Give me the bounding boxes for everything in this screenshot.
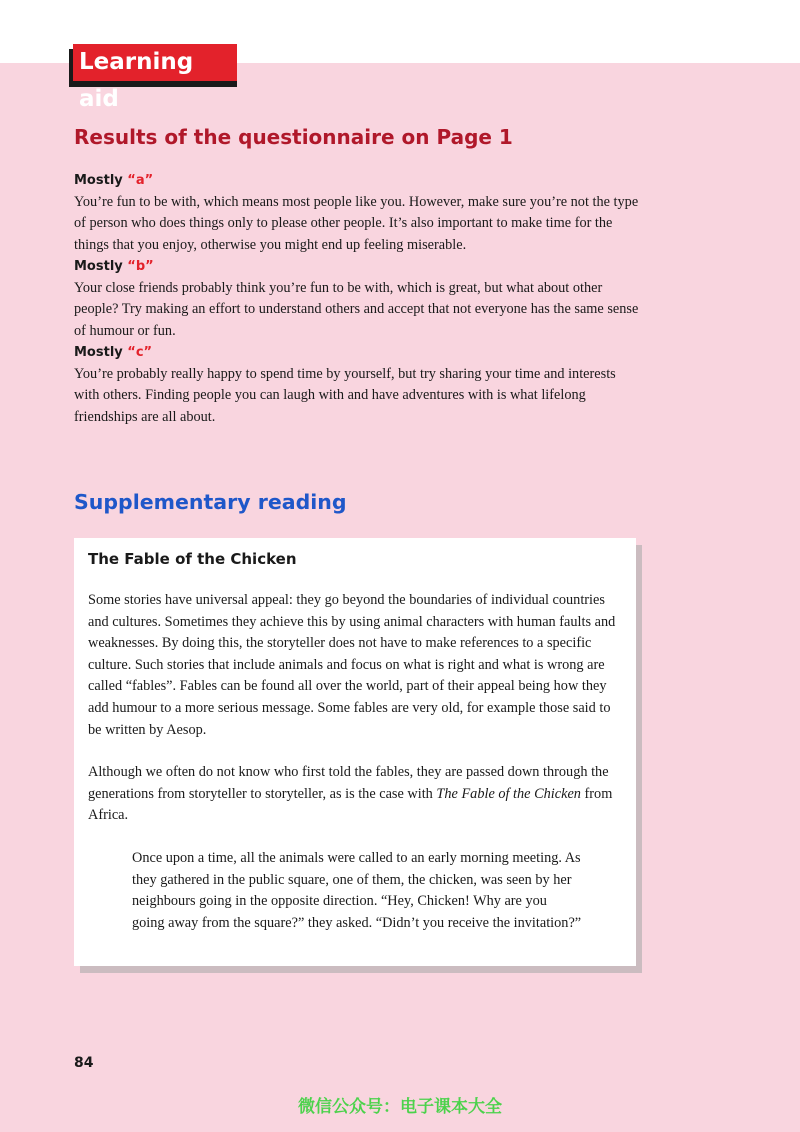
result-item-b — [74, 256, 644, 342]
fable-title: The Fable of the Chicken — [436, 785, 581, 802]
reading-paragraph-1: Some stories have universal appeal: they go beyond the boundaries of individual countries and cultures. Sometimes they achieve this by using animal characters with human faults and weaknesses. By doing this, the storyteller does not have to make references to a specific culture. Such stories that include animals and focus on what is right and what is wrong are called “fables”. Fables can be found all over the world, part of their appeal being how they add humour to a more serious message. Some fables are very old, for example those said to be written by Aesop. — [88, 592, 616, 738]
result-item-c — [74, 342, 644, 428]
reading-title: The Fable of the Chicken — [88, 550, 297, 568]
result-label: Mostly “b” — [74, 259, 154, 274]
result-label: Mostly “c” — [74, 345, 153, 360]
result-label: Mostly “a” — [74, 173, 154, 188]
results-heading: Results of the questionnaire on Page 1 — [74, 125, 513, 149]
result-text: You’re probably really happy to spend time by yourself, but try sharing your time and interests with others. Finding people you can laugh with and have adventures with is what lifelong friendships are all about. — [74, 365, 616, 425]
wechat-watermark: 微信公众号：电子课本大全 — [298, 1097, 502, 1117]
result-option: “a” — [127, 173, 154, 188]
supplementary-heading: Supplementary reading — [74, 490, 347, 514]
fable-excerpt: Once upon a time, all the animals were called to an early morning meeting. As they gathered in the public square, one of them, the chicken, was seen by her neighbours going in the opposite direction. “Hey, Chicken! Why are you going away from the square?” they asked. “Didn’t you receive the invitation?” — [132, 849, 582, 931]
result-option: “c” — [127, 345, 153, 360]
result-option: “b” — [127, 259, 154, 274]
reading-box — [74, 538, 636, 966]
result-text: Your close friends probably think you’re fun to be with, which is great, but what about other people? Try making an effort to understand others and accept that not everyone has the same sense of humour or fun. — [74, 279, 639, 339]
section-tag: Learning aid — [73, 44, 237, 81]
results-list — [74, 170, 644, 428]
result-text: You’re fun to be with, which means most people like you. However, make sure you’re not the type of person who does things only to please other people. It’s also important to make time for the things that you enjoy, otherwise you might end up feeling miserable. — [74, 193, 639, 253]
page-number: 84 — [74, 1055, 94, 1071]
reading-paragraph-2: Although we often do not know who first told the fables, they are passed down through the generations from storyteller to storyteller, as is the case with The Fable of the Chicken from Africa. — [88, 764, 613, 824]
result-item-a — [74, 170, 644, 256]
